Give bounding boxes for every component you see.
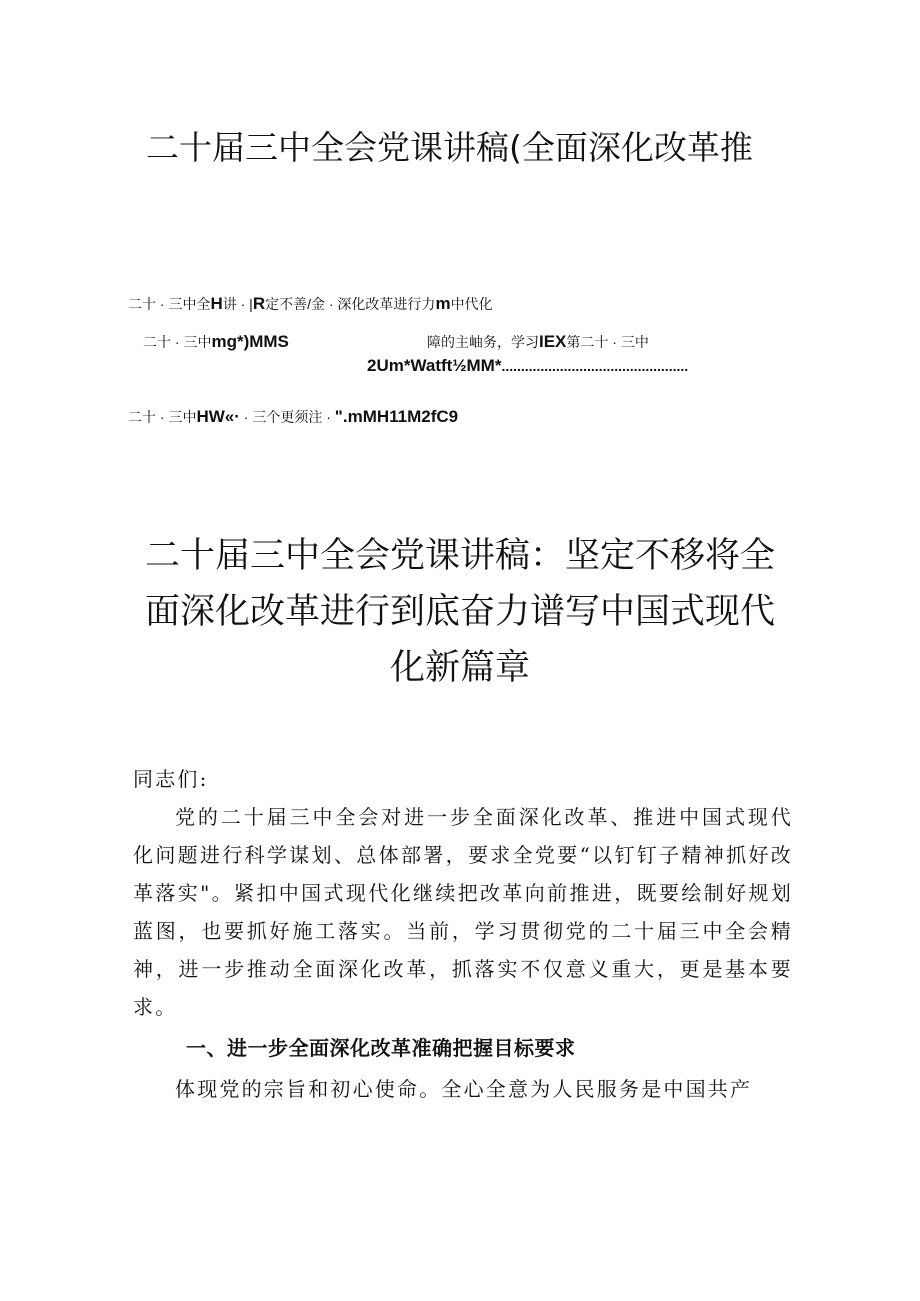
toc-text: 二十 · 三中全 [128, 296, 211, 312]
main-heading [130, 528, 790, 696]
toc-text: 二十 · 三中 [128, 409, 197, 425]
document-top-title: 二十届三中全会党课讲稿(全面深化改革推 [146, 128, 753, 167]
toc-entry-2[interactable] [143, 332, 289, 352]
toc-text: 障的主岫务，学习 [427, 334, 539, 350]
toc-text: 第二十 · 三中 [566, 334, 649, 350]
section-heading: 一、进一步全面深化改革准确把握目标要求 [186, 1036, 576, 1060]
toc-text: m [435, 294, 451, 313]
document-body [133, 760, 793, 1108]
toc-text: 2Um*Watft½MM* [367, 356, 502, 375]
toc-text: mg*)MMS [211, 332, 289, 351]
main-heading-line: 化新篇章 [389, 648, 530, 688]
toc-entry-1[interactable] [128, 294, 493, 314]
toc-text: 讲 · | [222, 296, 253, 312]
main-heading-line: 面深化改革进行到底奋力谱写中国式现代 [144, 592, 775, 632]
toc-text: HW«· [196, 407, 240, 426]
toc-dot-leader: ................................................ [501, 358, 689, 374]
toc-text: 定不善/金 · 深化改革进行力 [265, 296, 436, 312]
toc-text: 中代化 [450, 296, 493, 312]
toc-text: · 三个更须注 · [239, 409, 335, 425]
toc-text: R [252, 294, 266, 313]
paragraph: 体现党的宗旨和初心使命。全心全意为人民服务是中国共产 [175, 1077, 753, 1101]
toc-entry-3[interactable] [128, 407, 458, 427]
salutation: 同志们: [133, 767, 209, 791]
toc-text: ".mMH11M2fC9 [334, 407, 459, 426]
toc-text: 二十 · 三中 [143, 334, 212, 350]
toc-entry-2-continued[interactable] [427, 332, 649, 352]
main-heading-line: 二十届三中全会党课讲稿：坚定不移将全 [144, 536, 775, 576]
toc-text: H [210, 294, 223, 313]
toc-text: IEX [539, 332, 567, 351]
toc-entry-2-page-line[interactable] [367, 356, 688, 376]
paragraph: 党的二十届三中全会对进一步全面深化改革、推进中国式现代化问题进行科学谋划、总体部署，要求全党要“以钉钉子精神抓好改革落实"。紧扣中国式现代化继续把改革向前推进，既要绘制好规划蓝图，也要抓好施工落实。当前，学习贯彻党的二十届三中全会精神，进一步推动全面深化改革，抓落实不仅意义重大，更是基本要求。 [133, 805, 793, 1019]
